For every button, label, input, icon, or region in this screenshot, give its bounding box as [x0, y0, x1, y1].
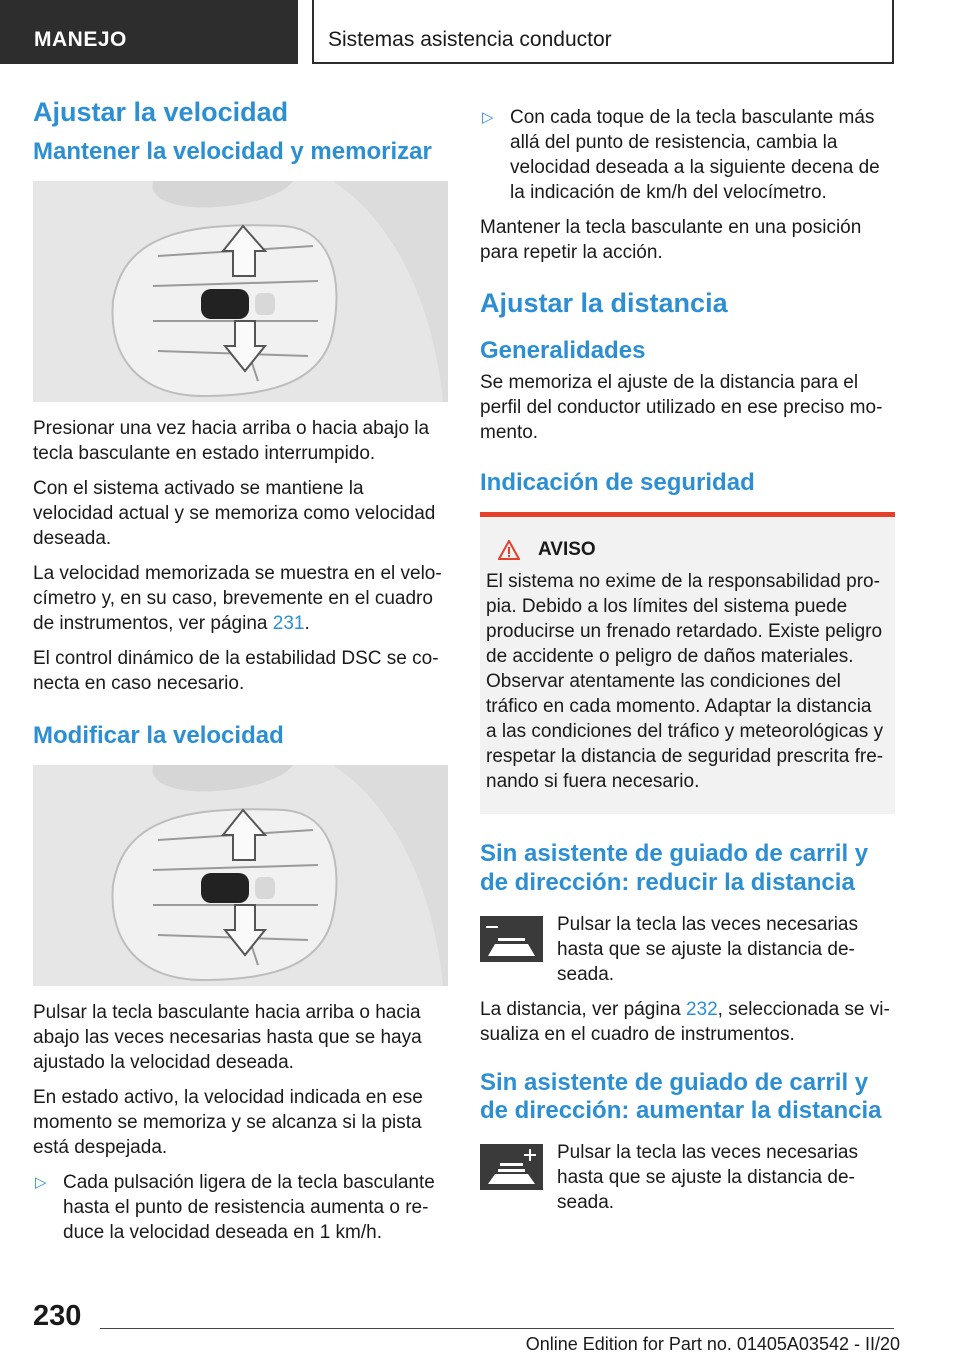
increase-distance-row — [480, 1140, 895, 1215]
increase-distance-text: Pulsar la tecla las veces necesarias hasta que se ajuste la distancia deseada. — [557, 1142, 858, 1214]
paragraph-press-rocker: Pulsar la tecla basculante hacia arriba o hacia abajo las veces necesarias hasta que se haya ajustado la velocidad deseada. — [33, 1001, 422, 1073]
reduce-distance-text: Pulsar la tecla las veces necesarias hasta que se ajuste la distancia deseada. — [557, 913, 858, 985]
paragraph-stored-speed: La velocidad memorizada se muestra en el velocímetro y, en su caso, brevemente en el cuadro de instrumentos, ver página 231. — [33, 563, 442, 635]
page-link-231[interactable]: 231 — [272, 613, 305, 635]
list-item: ▷ Cada pulsación ligera de la tecla basculante hasta el punto de resistencia aumenta o reduce la velocidad deseada en 1 km/h. — [35, 1171, 435, 1243]
header-chapter-tab — [312, 0, 894, 64]
paragraph-distance-shown: La distancia, ver página 232, seleccionada se visualiza en el cuadro de instrumentos. — [480, 998, 890, 1045]
triangle-right-icon: ▷ — [482, 109, 494, 126]
heading-increase-distance: Sin asistente de guiado de carril y de dirección: aumentar la distancia — [480, 1068, 882, 1125]
paragraph-hold-rocker: Mantener la tecla basculante en una posición para repetir la acción. — [480, 217, 862, 263]
left-column — [33, 96, 448, 1255]
list-item: ▷ Con cada toque de la tecla basculante más allá del punto de resistencia, cambia la velocidad deseada a la siguiente decena de la indicación de km/h del velocímetro. — [482, 107, 880, 203]
page-link-232[interactable]: 232 — [685, 998, 718, 1020]
warning-text: El sistema no exime de la responsabilidad propia. Debido a los límites del sistema puede producirse un frenado retardado. Existe peligro de accidente o peligro de daños materiales. Observar atentamente las condiciones del tráfico en cada momento. Adaptar la distancia a las condiciones del tráfico y meteorológicas y respetar la distancia de seguridad prescrita frenando si fuera necesario. — [486, 570, 884, 792]
warning-box — [480, 512, 895, 814]
right-column — [480, 105, 895, 1225]
distance-decrease-icon — [480, 916, 543, 962]
heading-modify-speed: Modificar la velocidad — [33, 722, 284, 750]
heading-reduce-distance: Sin asistente de guiado de carril y de dirección: reducir la distancia — [480, 839, 869, 896]
warning-title: AVISO — [486, 539, 885, 561]
paragraph-press-once: Presionar una vez hacia arriba o hacia abajo la tecla basculante en estado interrumpido. — [33, 418, 430, 465]
heading-adjust-distance: Ajustar la distancia — [480, 288, 728, 318]
paragraph-dsc: El control dinámico de la estabilidad DSC se conecta en caso necesario. — [33, 648, 439, 695]
page-number: 230 — [33, 1300, 82, 1332]
triangle-right-icon: ▷ — [35, 1173, 47, 1191]
paragraph-system-active: Con el sistema activado se mantiene la velocidad actual y se memoriza como velocidad deseada. — [33, 478, 436, 550]
header-chapter-label: Sistemas asistencia conductor — [328, 28, 612, 51]
heading-keep-speed: Mantener la velocidad y memorizar — [33, 138, 432, 166]
reduce-distance-row — [480, 912, 895, 987]
heading-safety: Indicación de seguridad — [480, 469, 755, 497]
warning-triangle-icon — [498, 540, 520, 560]
heading-general: Generalidades — [480, 337, 646, 365]
distance-increase-icon — [480, 1144, 543, 1190]
paragraph-active-state: En estado activo, la velocidad indicada en ese momento se memoriza y se alcanza si la pista está despejada. — [33, 1086, 423, 1158]
paragraph-distance-memorized: Se memoriza el ajuste de la distancia para el perfil del conductor utilizado en ese preciso momento. — [480, 372, 883, 444]
rocker-switch-photo — [33, 181, 448, 402]
header-section-tab — [0, 0, 298, 64]
heading-adjust-speed: Ajustar la velocidad — [33, 97, 289, 127]
footer-divider — [100, 1328, 894, 1329]
header-section-label: MANEJO — [34, 28, 127, 51]
rocker-switch-photo-2 — [33, 765, 448, 986]
footer-edition: Online Edition for Part no. 01405A03542 - II/20 — [525, 1334, 900, 1354]
